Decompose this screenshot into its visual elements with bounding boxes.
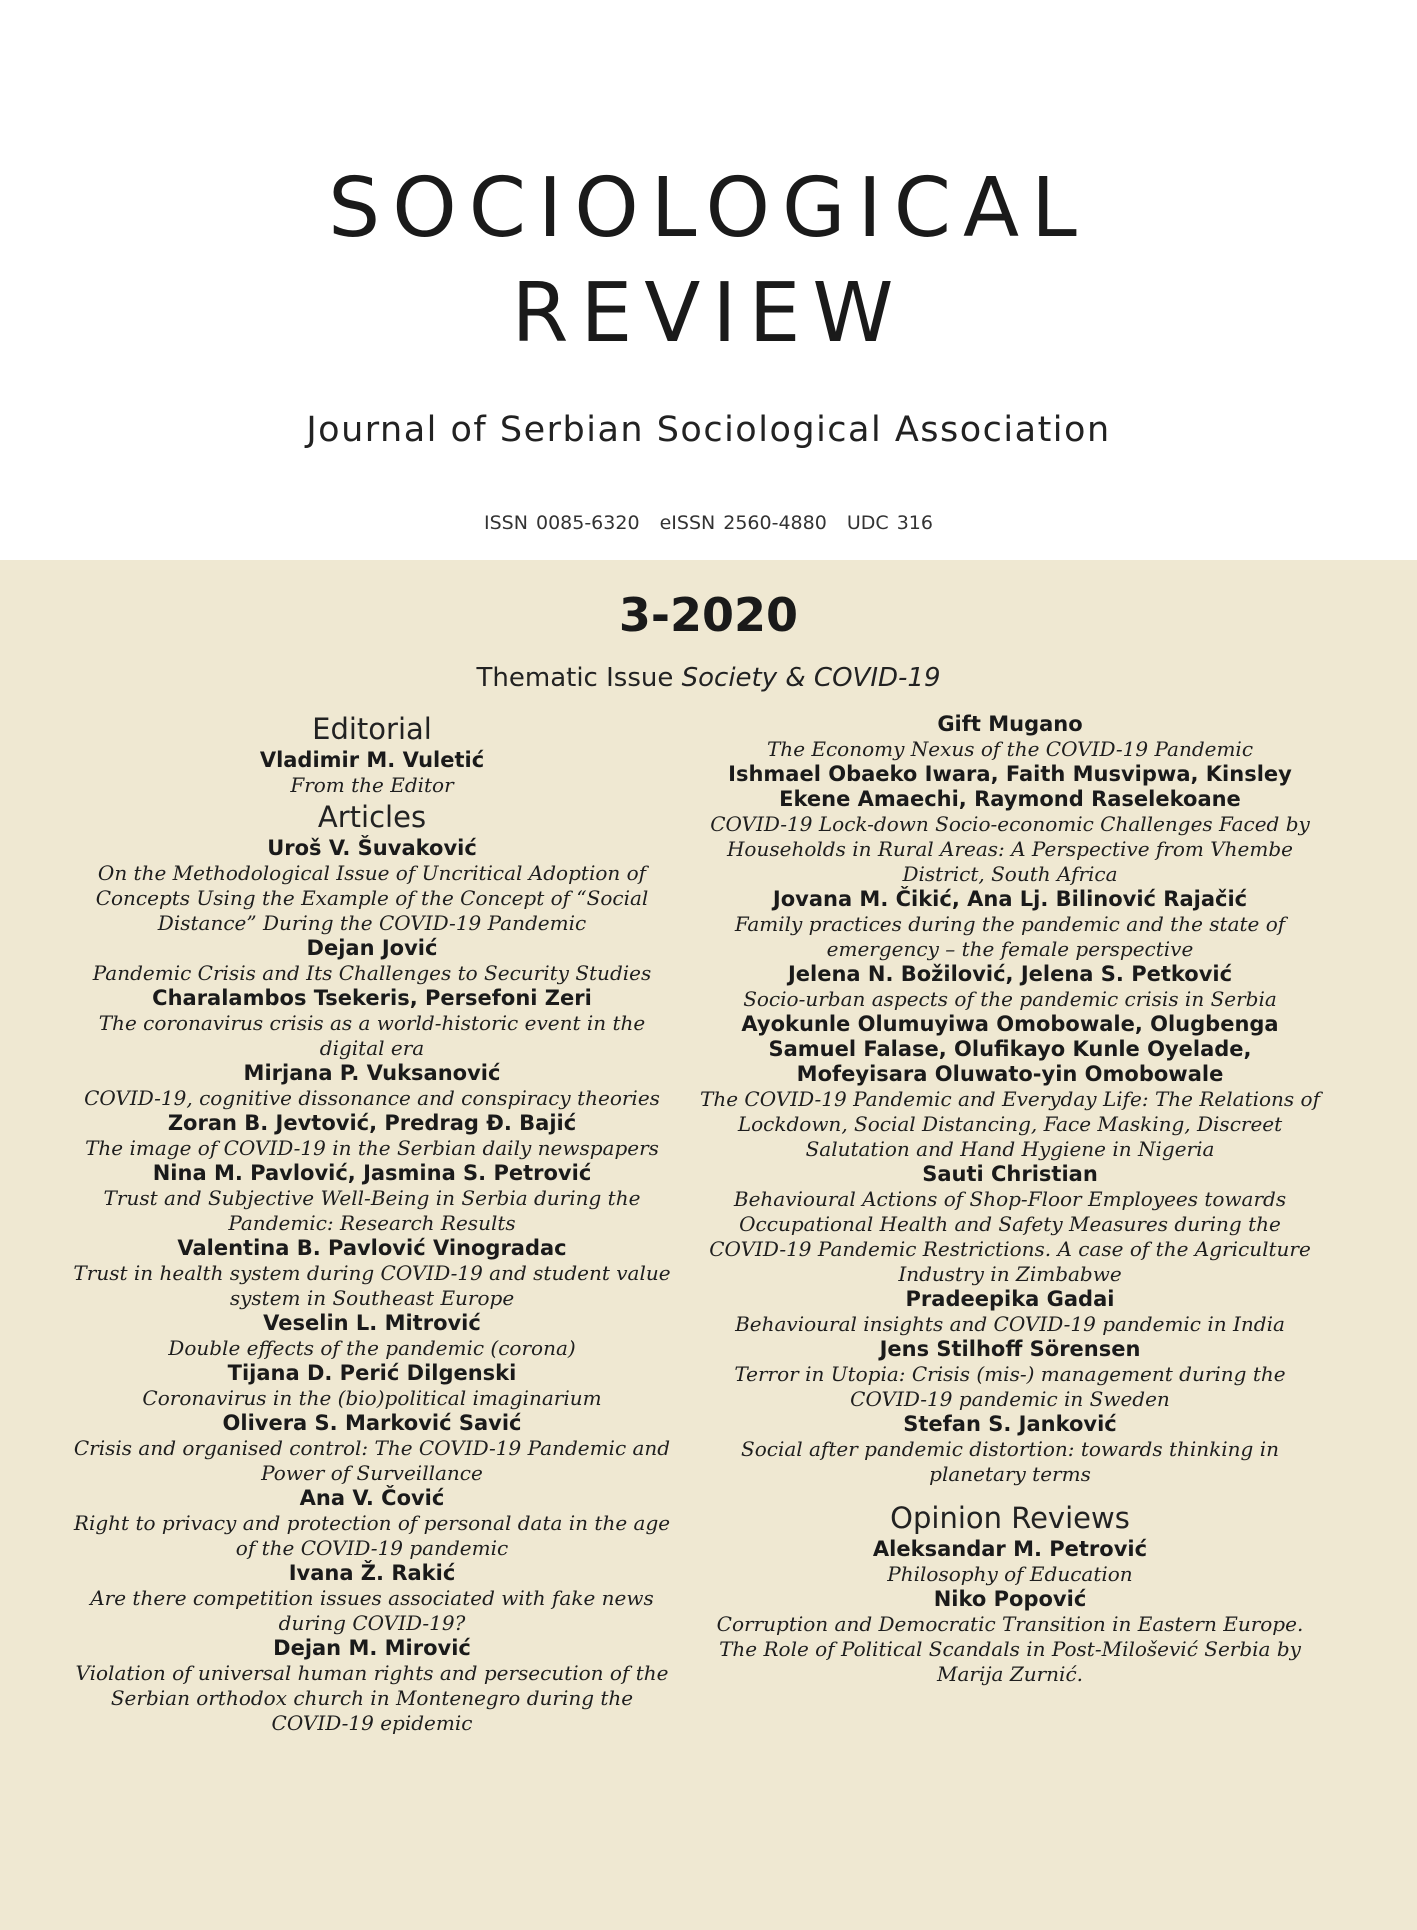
journal-subtitle: Journal of Serbian Sociological Association <box>306 410 1111 450</box>
entry-title: The coronavirus crisis as a world-historic event in the digital era <box>98 1011 646 1060</box>
toc-entry <box>70 1061 674 1111</box>
entry-author: Gift Mugano <box>937 712 1083 736</box>
toc-entry <box>70 986 674 1061</box>
entry-title: Trust in health system during COVID-19 and student value system in Southeast Europe <box>73 1261 671 1310</box>
issn: ISSN 0085-6320 <box>484 512 640 534</box>
toc-entry <box>70 836 674 936</box>
opinion-reviews-list <box>700 1537 1320 1687</box>
entry-title: From the Editor <box>290 773 454 797</box>
contents-left-column <box>70 710 674 1736</box>
section-heading-opinion-reviews: Opinion Reviews <box>890 1501 1130 1535</box>
entry-author: Valentina B. Pavlović Vinogradac <box>177 1236 567 1260</box>
journal-title-line2: REVIEW <box>511 266 906 361</box>
issue-number: 3-2020 <box>618 588 799 642</box>
toc-entry <box>70 936 674 986</box>
entry-title: Behavioural Actions of Shop-Floor Employees towards Occupational Health and Safety Measures during the COVID-19 Pandemic Restrictions. A case of the Agriculture Industry in Zimbabwe <box>709 1187 1311 1286</box>
articles-right-list <box>700 712 1320 1487</box>
entry-title: Are there competition issues associated with fake news during COVID-19? <box>90 1586 654 1635</box>
toc-entry <box>70 1486 674 1561</box>
toc-entry <box>700 1587 1320 1687</box>
entry-author: Olivera S. Marković Savić <box>222 1411 522 1435</box>
toc-entry <box>70 1311 674 1361</box>
toc-entry <box>700 1287 1320 1337</box>
entry-title: Right to privacy and protection of personal data in the age of the COVID-19 pandemic <box>73 1511 671 1560</box>
toc-entry <box>700 1412 1320 1487</box>
toc-entry <box>700 1162 1320 1287</box>
toc-entry <box>700 1337 1320 1412</box>
entry-title: The Economy Nexus of the COVID-19 Pandemic <box>766 737 1254 761</box>
toc-entry <box>700 1537 1320 1587</box>
toc-entry <box>700 887 1320 962</box>
editorial-list <box>70 748 674 798</box>
toc-entry <box>700 712 1320 762</box>
entry-title: Corruption and Democratic Transition in Eastern Europe. The Role of Political Scandals in Post-Milošević Serbia by Marija Zurnić. <box>716 1612 1304 1686</box>
toc-entry <box>70 1411 674 1486</box>
toc-entry <box>70 1636 674 1736</box>
entry-author: Stefan S. Janković <box>903 1412 1117 1436</box>
entry-title: Trust and Subjective Well-Being in Serbia during the Pandemic: Research Results <box>103 1186 641 1235</box>
toc-entry <box>70 1161 674 1236</box>
toc-entry <box>70 1361 674 1411</box>
entry-title: Coronavirus in the (bio)political imaginarium <box>142 1386 602 1410</box>
entry-author: Aleksandar M. Petrović <box>872 1537 1148 1561</box>
articles-left-list <box>70 836 674 1736</box>
entry-author: Jens Stilhoff Sörensen <box>879 1337 1141 1361</box>
thematic-title: Society & COVID-19 <box>681 663 941 693</box>
issn-line <box>0 512 1417 534</box>
toc-entry <box>700 762 1320 887</box>
entry-author: Pradeepika Gadai <box>905 1287 1115 1311</box>
entry-title: The COVID-19 Pandemic and Everyday Life: The Relations of Lockdown, Social Distancing, Face Masking, Discreet Salutation and Hand Hygiene in Nigeria <box>700 1087 1320 1161</box>
entry-author: Zoran B. Jevtović, Predrag Đ. Bajić <box>167 1111 577 1135</box>
entry-title: On the Methodological Issue of Uncritical Adoption of Concepts Using the Example of the Concept of “Social Distance” During the COVID-19 Pandemic <box>95 861 649 935</box>
thematic-prefix: Thematic Issue <box>476 663 674 693</box>
toc-entry <box>700 1012 1320 1162</box>
contents-right-column <box>700 712 1320 1687</box>
section-heading-articles: Articles <box>317 800 427 834</box>
toc-entry <box>70 1236 674 1311</box>
toc-entry <box>700 962 1320 1012</box>
entry-title: Pandemic Crisis and Its Challenges to Security Studies <box>92 961 652 985</box>
entry-title: Family practices during the pandemic and the state of emergency – the female perspective <box>734 912 1286 961</box>
entry-author: Veselin L. Mitrović <box>263 1311 481 1335</box>
entry-title: Terror in Utopia: Crisis (mis-) management during the COVID-19 pandemic in Sweden <box>734 1362 1286 1411</box>
entry-author: Ivana Ž. Rakić <box>288 1561 456 1585</box>
entry-author: Mirjana P. Vuksanović <box>243 1061 501 1085</box>
entry-title: Social after pandemic distortion: towards thinking in planetary terms <box>741 1437 1279 1486</box>
entry-author: Niko Popović <box>933 1587 1087 1611</box>
entry-author: Ishmael Obaeko Iwara, Faith Musvipwa, Kinsley Ekene Amaechi, Raymond Raselekoane <box>728 762 1292 811</box>
entry-author: Sauti Christian <box>922 1162 1098 1186</box>
entry-title: Philosophy of Education <box>887 1562 1133 1586</box>
journal-title-line1: SOCIOLOGICAL <box>328 161 1089 256</box>
entry-author: Charalambos Tsekeris, Persefoni Zeri <box>152 986 592 1010</box>
entry-author: Nina M. Pavlović, Jasmina S. Petrović <box>152 1161 592 1185</box>
entry-author: Dejan Jović <box>306 936 438 960</box>
entry-title: Crisis and organised control: The COVID-19 Pandemic and Power of Surveillance <box>73 1436 671 1485</box>
eissn: eISSN 2560-4880 <box>659 512 827 534</box>
udc: UDC 316 <box>846 512 933 534</box>
toc-entry <box>70 1111 674 1161</box>
entry-title: COVID-19, cognitive dissonance and conspiracy theories <box>84 1086 660 1110</box>
thematic-issue <box>0 663 1417 693</box>
entry-title: Socio-urban aspects of the pandemic crisis in Serbia <box>743 987 1277 1011</box>
entry-author: Tijana D. Perić Dilgenski <box>227 1361 517 1385</box>
entry-title: COVID-19 Lock-down Socio-economic Challenges Faced by Households in Rural Areas: A Perspective from Vhembe District, South Africa <box>710 812 1310 886</box>
entry-author: Vladimir M. Vuletić <box>259 748 485 772</box>
entry-author: Dejan M. Mirović <box>273 1636 471 1660</box>
entry-author: Uroš V. Šuvaković <box>267 836 477 860</box>
section-heading-editorial: Editorial <box>312 712 432 746</box>
toc-entry <box>70 748 674 798</box>
toc-entry <box>70 1561 674 1636</box>
entry-title: Violation of universal human rights and persecution of the Serbian orthodox church in Montenegro during the COVID-19 epidemic <box>75 1661 669 1735</box>
entry-author: Ayokunle Olumuyiwa Omobowale, Olugbenga Samuel Falase, Olufikayo Kunle Oyelade, Mofeyisara Oluwato-yin Omobowale <box>741 1012 1279 1086</box>
entry-author: Jelena N. Božilović, Jelena S. Petković <box>787 962 1233 986</box>
cover-header <box>0 0 1417 560</box>
entry-title: Behavioural insights and COVID-19 pandemic in India <box>735 1312 1285 1336</box>
entry-author: Jovana M. Čikić, Ana Lj. Bilinović Rajačić <box>772 887 1248 911</box>
entry-title: Double effects of the pandemic (corona) <box>168 1336 576 1360</box>
entry-title: The image of COVID-19 in the Serbian daily newspapers <box>85 1136 659 1160</box>
entry-author: Ana V. Čović <box>299 1486 445 1510</box>
